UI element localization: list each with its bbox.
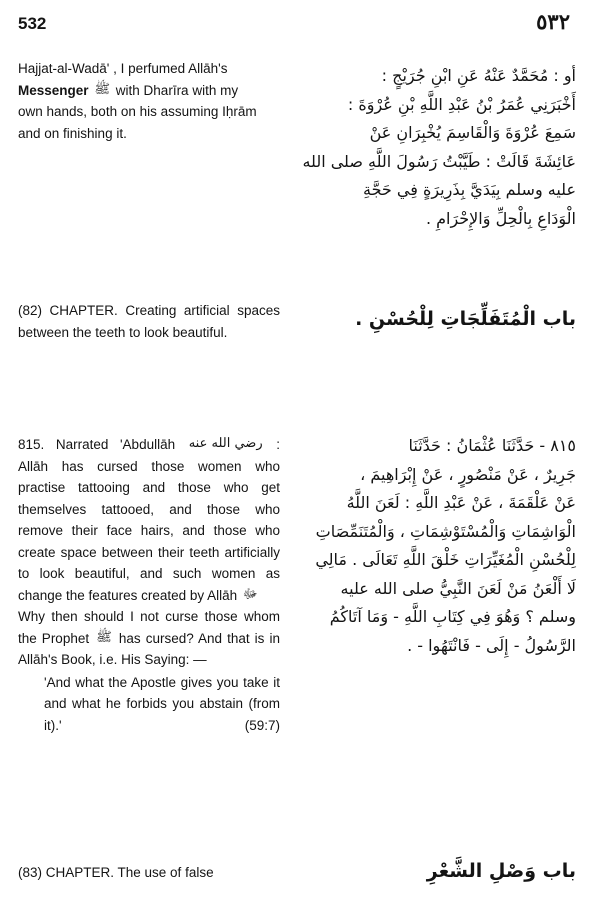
chapter-83-arabic-heading (276, 858, 576, 884)
verse-text: 'And what the Apostle gives you take it and what he forbids you abstain (from it).' (44, 674, 280, 733)
arabic-line: أَخْبَرَنِي عُمَرُ بْنُ عَبْدِ اللَّهِ بْنِ عُرْوَةَ : (347, 94, 576, 114)
hadith-body-2: Why then should I not curse those whom the Prophet (18, 609, 280, 646)
arabic-line: سَمِعَ عُرْوَةَ وَالْقَاسِمَ يُخْبِرَانِ عَنْ (369, 123, 576, 142)
messenger-word: Messenger (18, 82, 89, 98)
arabic-heading-text: باب الْمُتَفَلِّجَاتِ لِلْحُسْنِ . (355, 308, 576, 330)
page-number-right: ٥٣٢ (536, 11, 570, 34)
english-line (18, 80, 280, 102)
arabic-line: عَنْ عَلْقَمَةَ ، عَنْ عَبْدِ اللَّهِ : لَعَنَ اللَّهُ (346, 493, 576, 512)
arabic-line: لَا أَلْعَنُ مَنْ لَعَنَ النَّبِيُّ صلى الله عليه (340, 578, 576, 598)
hadith-body: Allāh has cursed those women who practise tattooing and those who get themselves tattooed, and those who remove their face hairs, and those who create space between their teeth artificially to look beautiful, and such women as change the features created by Allāh (18, 458, 280, 603)
ra-seal-icon: رضي الله عنه (188, 436, 263, 451)
arabic-line: الْوَدَاعِ بِالْحِلِّ وَالإِحْرَامِ . (425, 208, 576, 228)
arabic-line: الْوَاشِمَاتِ وَالْمُسْتَوْشِمَاتِ ، وَالْمُتَنَمِّصَاتِ (315, 521, 576, 541)
hadith-body-3: has cursed? And that is in Allāh's Book, i.e. His Saying: — (18, 630, 280, 667)
chapter-82-arabic-heading (276, 306, 576, 332)
arabic-line: جَرِيرٌ ، عَنْ مَنْصُورٍ ، عَنْ إِبْرَاهِيمَ ، (360, 464, 576, 484)
arabic-line: عليه وسلم بِيَدَيَّ بِذَرِيرَةٍ فِي حَجَّةِ (363, 180, 576, 199)
arabic-line: أو : مُحَمَّدٌ عَنْهُ عَنِ ابْنِ جُرَيْجٍ : (381, 66, 576, 85)
arabic-line: ٨١٥ - حَدَّثَنَا عُثْمَانُ : حَدَّثَنَا (408, 436, 576, 455)
english-paragraph (18, 606, 280, 671)
quran-verse (18, 672, 280, 737)
arabic-line: وسلم ؟ وَهُوَ فِي كِتَابِ اللَّهِ - وَمَا آتَاكُمُ (329, 607, 576, 626)
english-line: own hands, both on his assuming Iḥrām (18, 104, 257, 119)
chapter-heading-text: (83) CHAPTER. The use of false (18, 865, 214, 880)
arabic-line: الرَّسُولُ - إِلَى - فَانْتَهُوا - . (407, 635, 576, 655)
page-number-left: 532 (18, 14, 47, 33)
english-line: Hajjat-al-Wadā' , I perfumed Allāh's (18, 61, 228, 76)
arabic-line: عَائِشَةَ قَالَتْ : طَيَّبْتُ رَسُولَ اللَّهِ صلى الله (302, 151, 576, 171)
verse-reference: (59:7) (244, 717, 280, 733)
arabic-line: لِلْحُسْنِ الْمُغَيِّرَاتِ خَلْقَ اللَّهِ تَعَالَى . مَالِي (315, 550, 576, 569)
english-line: and on finishing it. (18, 125, 127, 141)
arabic-heading-text: باب وَصْلِ الشَّعْرِ (426, 860, 576, 882)
chapter-83-heading (18, 862, 280, 884)
hadith-lead: 815. Narrated 'Abdullāh (18, 437, 176, 452)
pbuh-seal-icon: ﷺ (96, 629, 112, 645)
chapter-heading-text: (82) CHAPTER. Creating artificial spaces between the teeth to look beautiful. (18, 303, 280, 340)
english-text: with Dharīra with my (115, 82, 239, 98)
allah-seal-icon: ﷻ (242, 586, 258, 602)
pbuh-seal-icon: ﷺ (94, 81, 111, 97)
arabic-passage-815 (276, 432, 576, 660)
lead-colon: : (276, 437, 280, 452)
english-passage-1 (18, 58, 280, 144)
chapter-82-heading (18, 300, 280, 343)
english-paragraph (18, 434, 280, 606)
english-passage-815 (18, 434, 280, 736)
arabic-passage-1 (276, 62, 576, 233)
